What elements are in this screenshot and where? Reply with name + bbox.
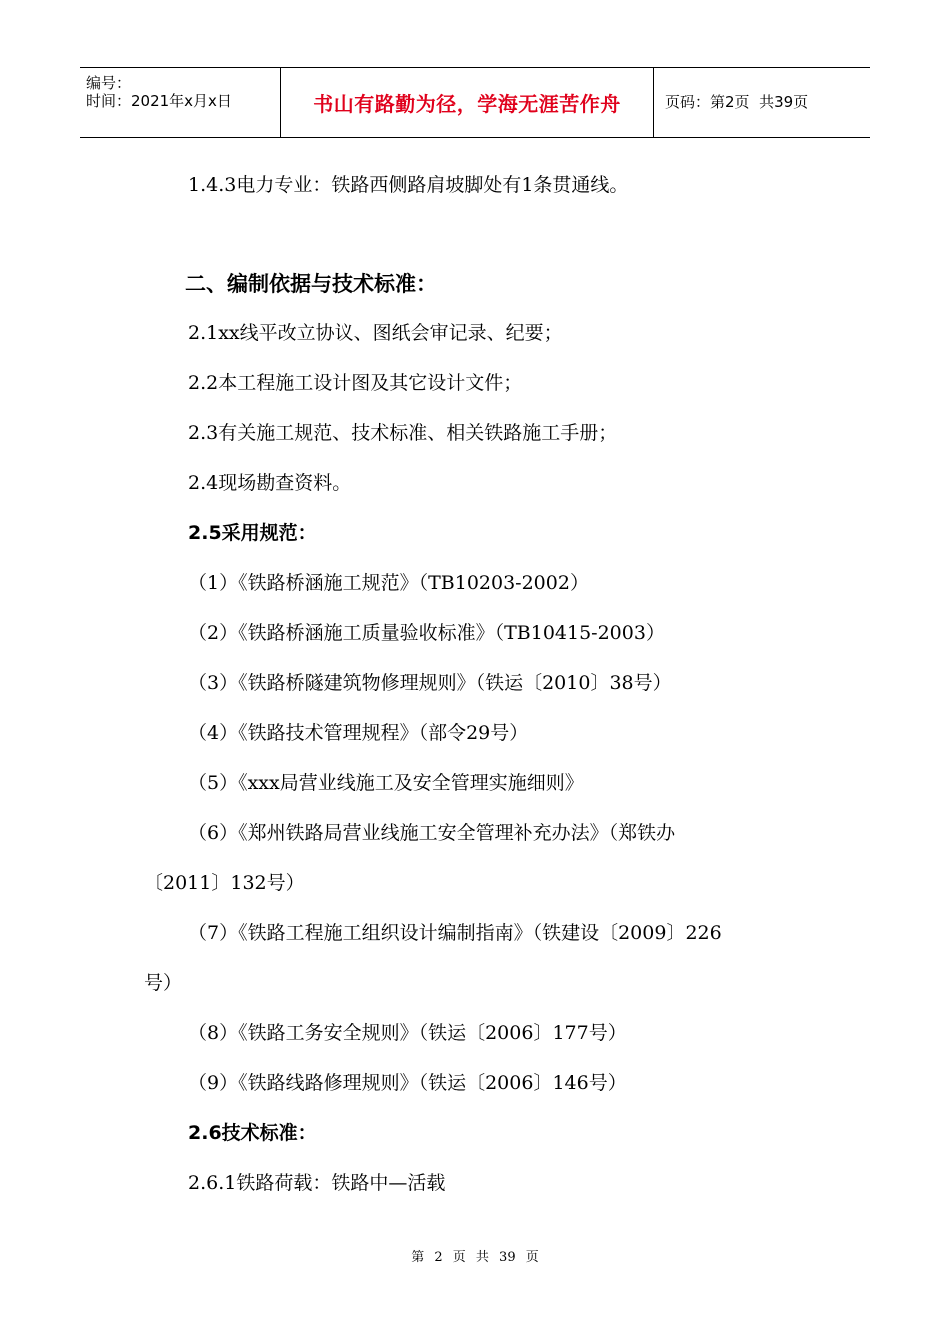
subsection-2-5-title: 2.5采用规范： — [188, 522, 317, 544]
spec-item-6-continued: 〔2011〕132号） — [144, 872, 305, 894]
page-footer: 第 2 页 共 39 页 — [411, 1250, 539, 1265]
header-divider — [653, 68, 654, 137]
spec-item-7: （7）《铁路工程施工组织设计编制指南》（铁建设〔2009〕226 — [188, 922, 722, 944]
spec-item-8: （8）《铁路工务安全规则》（铁运〔2006〕177号） — [188, 1022, 627, 1044]
paragraph-2-6-1: 2.6.1铁路荷载：铁路中—活载 — [188, 1172, 446, 1194]
subsection-2-6-title: 2.6技术标准： — [188, 1122, 317, 1144]
paragraph-2-2: 2.2本工程施工设计图及其它设计文件； — [188, 372, 523, 394]
header-time-label: 时间：2021年x月x日 — [86, 92, 232, 110]
section-2-title: 二、编制依据与技术标准： — [185, 272, 437, 296]
spec-item-6: （6）《郑州铁路局营业线施工安全管理补充办法》（郑铁办 — [188, 822, 676, 844]
header-page-info: 页码：第2页 共39页 — [665, 93, 809, 111]
header-motto: 书山有路勤为径，学海无涯苦作舟 — [313, 92, 621, 116]
paragraph-2-4: 2.4现场勘查资料。 — [188, 472, 352, 494]
spec-item-5: （5）《xxx局营业线施工及安全管理实施细则》 — [188, 772, 584, 794]
spec-item-3: （3）《铁路桥隧建筑物修理规则》（铁运〔2010〕38号） — [188, 672, 672, 694]
spec-item-2: （2）《铁路桥涵施工质量验收标准》（TB10415-2003） — [188, 622, 665, 644]
header-meta — [80, 68, 280, 137]
paragraph-2-3: 2.3有关施工规范、技术标准、相关铁路施工手册； — [188, 422, 618, 444]
spec-item-4: （4）《铁路技术管理规程》（部令29号） — [188, 722, 529, 744]
header-number-label: 编号： — [86, 74, 132, 92]
paragraph-2-1: 2.1xx线平改立协议、图纸会审记录、纪要； — [188, 322, 563, 344]
spec-item-1: （1）《铁路桥涵施工规范》（TB10203-2002） — [188, 572, 589, 594]
paragraph-1-4-3: 1.4.3电力专业：铁路西侧路肩坡脚处有1条贯通线。 — [188, 174, 629, 196]
spec-item-9: （9）《铁路线路修理规则》（铁运〔2006〕146号） — [188, 1072, 627, 1094]
spec-item-7-continued: 号） — [144, 972, 183, 994]
page-header — [80, 67, 870, 138]
